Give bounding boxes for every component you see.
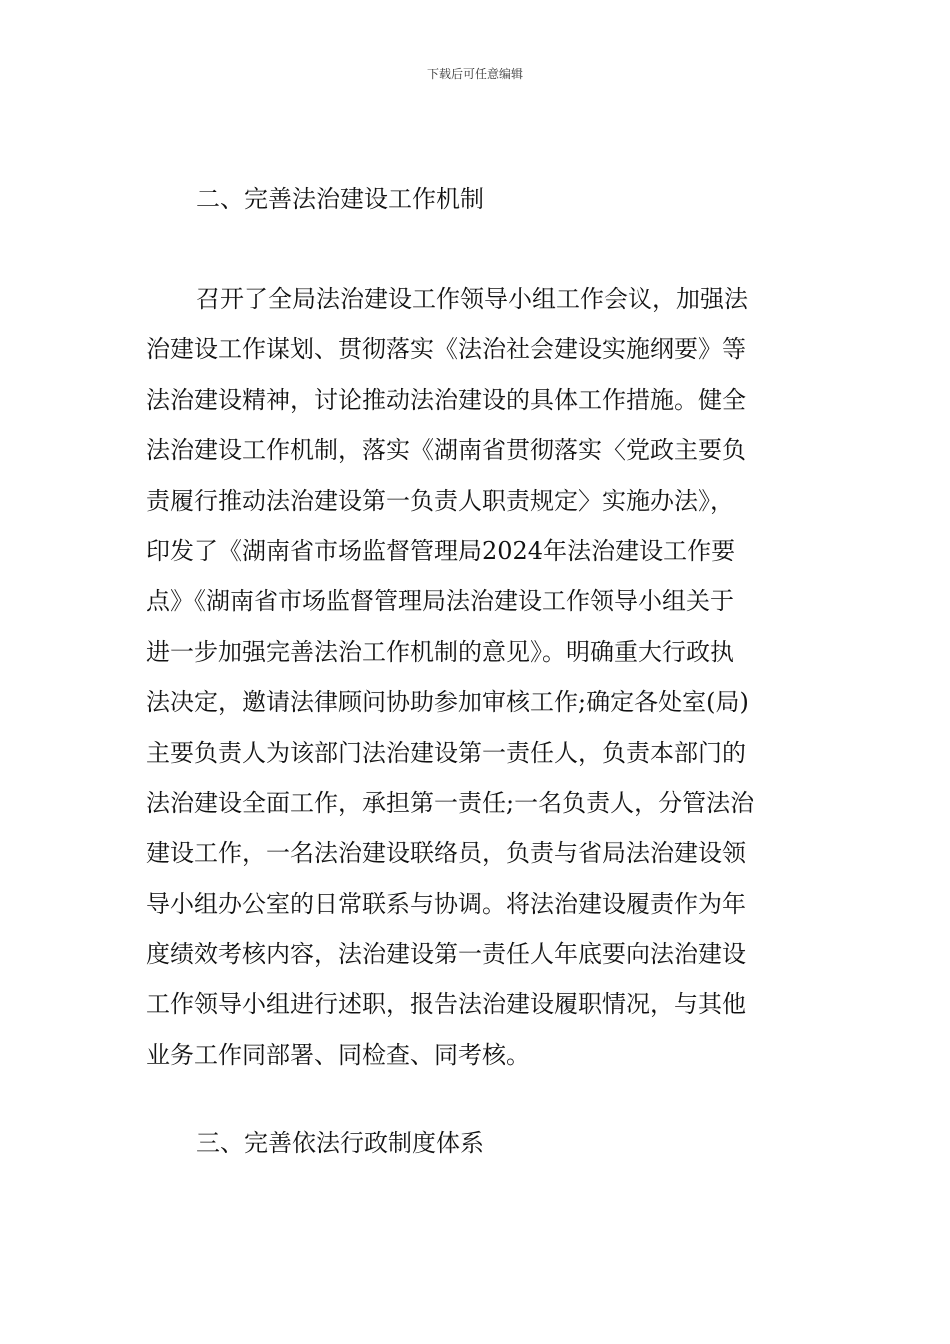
paragraph-line: 业务工作同部署、同检查、同考核。 <box>146 1040 530 1069</box>
paragraph-line: 责履行推动法治建设第一负责人职责规定〉实施办法》， <box>146 486 734 515</box>
section-heading-3: 三、完善依法行政制度体系 <box>196 1129 484 1157</box>
paragraph-line: 建设工作，一名法治建设联络员，负责与省局法治建设领 <box>146 839 746 868</box>
paragraph-line: 主要负责人为该部门法治建设第一责任人，负责本部门的 <box>146 738 746 767</box>
paragraph-line: 法治建设工作机制，落实《湖南省贯彻落实〈党政主要负 <box>146 436 746 465</box>
paragraph-line: 治建设工作谋划、贯彻落实《法治社会建设实施纲要》等 <box>146 335 746 364</box>
paragraph-line: 法治建设全面工作，承担第一责任;一名负责人，分管法治 <box>146 788 755 817</box>
page-header: 下载后可任意编辑 <box>426 67 523 81</box>
body-paragraph <box>146 284 806 1090</box>
paragraph-line: 点》《湖南省市场监督管理局法治建设工作领导小组关于 <box>146 587 734 616</box>
paragraph-line: 进一步加强完善法治工作机制的意见》。明确重大行政执 <box>146 637 734 666</box>
paragraph-line: 召开了全局法治建设工作领导小组工作会议，加强法 <box>196 285 748 313</box>
section-heading-2: 二、完善法治建设工作机制 <box>196 185 484 213</box>
paragraph-line: 导小组办公室的日常联系与协调。将法治建设履责作为年 <box>146 889 746 918</box>
paragraph-line: 度绩效考核内容，法治建设第一责任人年底要向法治建设 <box>146 940 746 969</box>
paragraph-line: 法治建设精神，讨论推动法治建设的具体工作措施。健全 <box>146 385 746 414</box>
paragraph-line: 印发了《湖南省市场监督管理局2024年法治建设工作要 <box>146 536 736 565</box>
paragraph-line: 工作领导小组进行述职，报告法治建设履职情况，与其他 <box>146 990 746 1019</box>
paragraph-line: 法决定，邀请法律顾问协助参加审核工作;确定各处室(局) <box>146 688 749 717</box>
